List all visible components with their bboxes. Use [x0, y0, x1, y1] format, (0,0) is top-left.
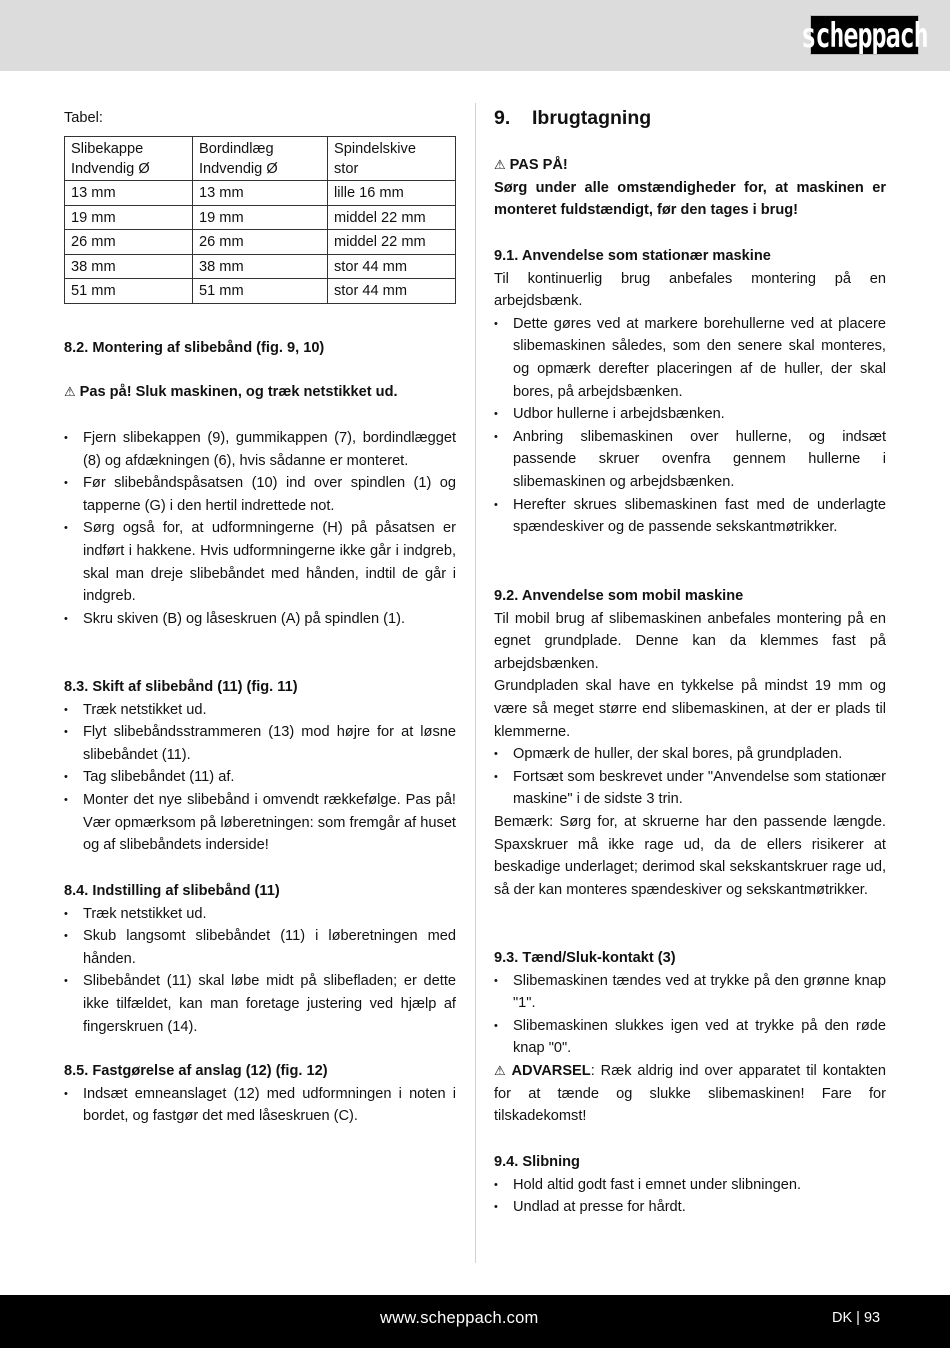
- list-item: • Fjern slibekappen (9), gummikappen (7), bordindlægget (8) og afdækningen (6), hvis sådanne er monteret.: [64, 427, 456, 472]
- warning-icon: ⚠: [494, 157, 506, 172]
- section-heading: 9.2. Anvendelse som mobil maskine: [494, 588, 744, 604]
- list-item: • Herefter skrues slibemaskinen fast med de underlagte spændeskiver og de passende sekskantmøtrikker.: [494, 494, 886, 539]
- list-item: • Før slibebåndspåsatsen (10) ind over spindlen (1) og tapperne (G) i den hertil indrettede not.: [64, 472, 456, 517]
- warning-label: ADVARSEL: [511, 1062, 591, 1079]
- section-9-3: [494, 947, 886, 1128]
- list-item: • Skru skiven (B) og låseskruen (A) på spindlen (1).: [64, 608, 456, 631]
- chapter-title: [494, 107, 651, 130]
- list-item: • Træk netstikket ud.: [64, 699, 456, 722]
- section-8-5: [64, 1060, 456, 1128]
- section-intro: Til kontinuerlig brug anbefales montering på en arbejdsbænk.: [494, 270, 886, 310]
- list-item: • Undlad at presse for hårdt.: [494, 1196, 886, 1219]
- list-item: • Skub langsomt slibebåndet (11) i løberetningen med hånden.: [64, 925, 456, 970]
- list-item: • Sørg også for, at udformningerne (H) på påsatsen er indført i hakkene. Hvis udformningerne ikke går i indgreb, skal man dreje slibebåndet med hånden, indtil de går i indgreb.: [64, 517, 456, 607]
- list-8-2: [64, 427, 456, 630]
- list-item: • Hold altid godt fast i emnet under slibningen.: [494, 1174, 886, 1197]
- list-item: • Tag slibebåndet (11) af.: [64, 766, 456, 789]
- table-cell: 26 mm: [65, 230, 193, 255]
- warning-paragraph: [494, 1060, 886, 1128]
- table-cell: 19 mm: [193, 205, 328, 230]
- page-number: DK | 93: [832, 1310, 881, 1326]
- section-heading: 8.4. Indstilling af slibebånd (11): [64, 883, 280, 899]
- table-header-cell: Slibekappe Indvendig Ø: [65, 137, 193, 181]
- warning-text: : Ræk aldrig ind over apparatet til kontakten for at tænde og slukke slibemaskinen! Fare for tilskadekomst!: [494, 1062, 886, 1125]
- list-item: • Monter det nye slibebånd i omvendt rækkefølge. Pas på! Vær opmærksom på løberetningen: som fremgår af huset og af slibebåndets inderside!: [64, 789, 456, 857]
- table-cell: 13 mm: [193, 181, 328, 206]
- list-item: • Slibebåndet (11) skal løbe midt på slibefladen; er dette ikke tilfældet, kan man foretage justering ved hjælp af fingerskruen (14).: [64, 970, 456, 1038]
- section-8-3: [64, 676, 456, 857]
- table-label: Tabel:: [64, 110, 103, 126]
- list-item: • Anbring slibemaskinen over hullerne, og indsæt passende skruer ovenfra gennem hullerne i slibemaskinen og arbejdsbænken.: [494, 426, 886, 494]
- section-paragraph: Til mobil brug af slibemaskinen anbefales montering på en egnet grundplade. Denne kan da klemmes fast på arbejdsbænken.: [494, 610, 886, 672]
- table-cell: stor 44 mm: [328, 254, 456, 279]
- table-cell: 38 mm: [65, 254, 193, 279]
- table-cell: lille 16 mm: [328, 181, 456, 206]
- table-cell: middel 22 mm: [328, 230, 456, 255]
- table-cell: 38 mm: [193, 254, 328, 279]
- list-8-5: [64, 1083, 456, 1128]
- section-9-2: [494, 585, 886, 901]
- column-divider: [475, 103, 476, 1263]
- table-cell: 26 mm: [193, 230, 328, 255]
- table-row: [65, 181, 456, 206]
- section-9-4: [494, 1151, 886, 1219]
- list-9-4: [494, 1174, 886, 1219]
- section-8-4: [64, 880, 456, 1038]
- list-8-4: [64, 903, 456, 1039]
- table-cell: 13 mm: [65, 181, 193, 206]
- spec-table: [64, 136, 456, 304]
- warning-icon: ⚠: [494, 1062, 508, 1078]
- table-cell: stor 44 mm: [328, 279, 456, 304]
- table-header-row: [65, 137, 456, 181]
- list-item: • Slibemaskinen slukkes igen ved at trykke på den røde knap "0".: [494, 1015, 886, 1060]
- chapter-title-text: Ibrugtagning: [532, 107, 652, 129]
- brand-logo-text: scheppach: [801, 15, 928, 55]
- section-heading: 8.2. Montering af slibebånd (fig. 9, 10): [64, 340, 325, 356]
- chapter-number: 9.: [494, 107, 511, 129]
- section-note: Bemærk: Sørg for, at skruerne har den passende længde. Spaxskruer må ikke rage ud, da de ellers risikerer at beskadige underlaget; derimod skal sekskantskruer rage ud, så der kan monteres spændeskiver og sekskantmøtrikker.: [494, 813, 886, 898]
- table-row: [65, 230, 456, 255]
- table-row: [65, 279, 456, 304]
- list-9-2: [494, 743, 886, 811]
- table-cell: middel 22 mm: [328, 205, 456, 230]
- list-item: • Slibemaskinen tændes ved at trykke på den grønne knap "1".: [494, 970, 886, 1015]
- warning-8-2: [64, 381, 456, 404]
- list-9-3: [494, 970, 886, 1060]
- table-cell: 51 mm: [193, 279, 328, 304]
- footer-website-link[interactable]: www.scheppach.com: [380, 1309, 539, 1327]
- list-item: • Indsæt emneanslaget (12) med udformningen i noten i bordet, og fastgør det med låseskruen (C).: [64, 1083, 456, 1128]
- table-header-cell: Spindelskive stor: [328, 137, 456, 181]
- table-cell: 19 mm: [65, 205, 193, 230]
- section-heading: 9.4. Slibning: [494, 1154, 580, 1170]
- list-item: • Flyt slibebåndsstrammeren (13) mod højre for at løsne slibebåndet (11).: [64, 721, 456, 766]
- section-heading: 9.1. Anvendelse som stationær maskine: [494, 248, 771, 264]
- warning-icon: ⚠: [64, 384, 76, 399]
- caution-block: [494, 154, 886, 222]
- caution-heading: ⚠ PAS PÅ!: [494, 157, 568, 173]
- list-9-1: [494, 313, 886, 539]
- section-paragraph: Grundpladen skal have en tykkelse på mindst 19 mm og være så meget større end slibemaskinen, at der er plads til klemmerne.: [494, 678, 886, 740]
- brand-logo: [801, 15, 928, 55]
- caution-text: Sørg under alle omstændigheder for, at maskinen er monteret fuldstændigt, før den tages i brug!: [494, 179, 886, 219]
- list-8-3: [64, 699, 456, 857]
- section-heading: 8.5. Fastgørelse af anslag (12) (fig. 12): [64, 1063, 328, 1079]
- section-heading: 9.3. Tænd/Sluk-kontakt (3): [494, 950, 676, 966]
- list-item: • Dette gøres ved at markere borehullerne ved at placere slibemaskinen således, som den senere skal monteres, og opmærk derefter placeringen af de huller, der skal bores, på arbejdsbænken.: [494, 313, 886, 403]
- list-item: • Fortsæt som beskrevet under "Anvendelse som stationær maskine" i de sidste 3 trin.: [494, 766, 886, 811]
- table-row: [65, 205, 456, 230]
- table-cell: 51 mm: [65, 279, 193, 304]
- list-item: • Udbor hullerne i arbejdsbænken.: [494, 403, 886, 426]
- warning-text: Pas på! Sluk maskinen, og træk netstikket ud.: [79, 384, 398, 400]
- section-9-1: [494, 245, 886, 539]
- section-heading: 8.3. Skift af slibebånd (11) (fig. 11): [64, 679, 298, 695]
- table-header-cell: Bordindlæg Indvendig Ø: [193, 137, 328, 181]
- table-row: [65, 254, 456, 279]
- list-item: • Opmærk de huller, der skal bores, på grundpladen.: [494, 743, 886, 766]
- section-8-2: [64, 337, 456, 360]
- list-item: • Træk netstikket ud.: [64, 903, 456, 926]
